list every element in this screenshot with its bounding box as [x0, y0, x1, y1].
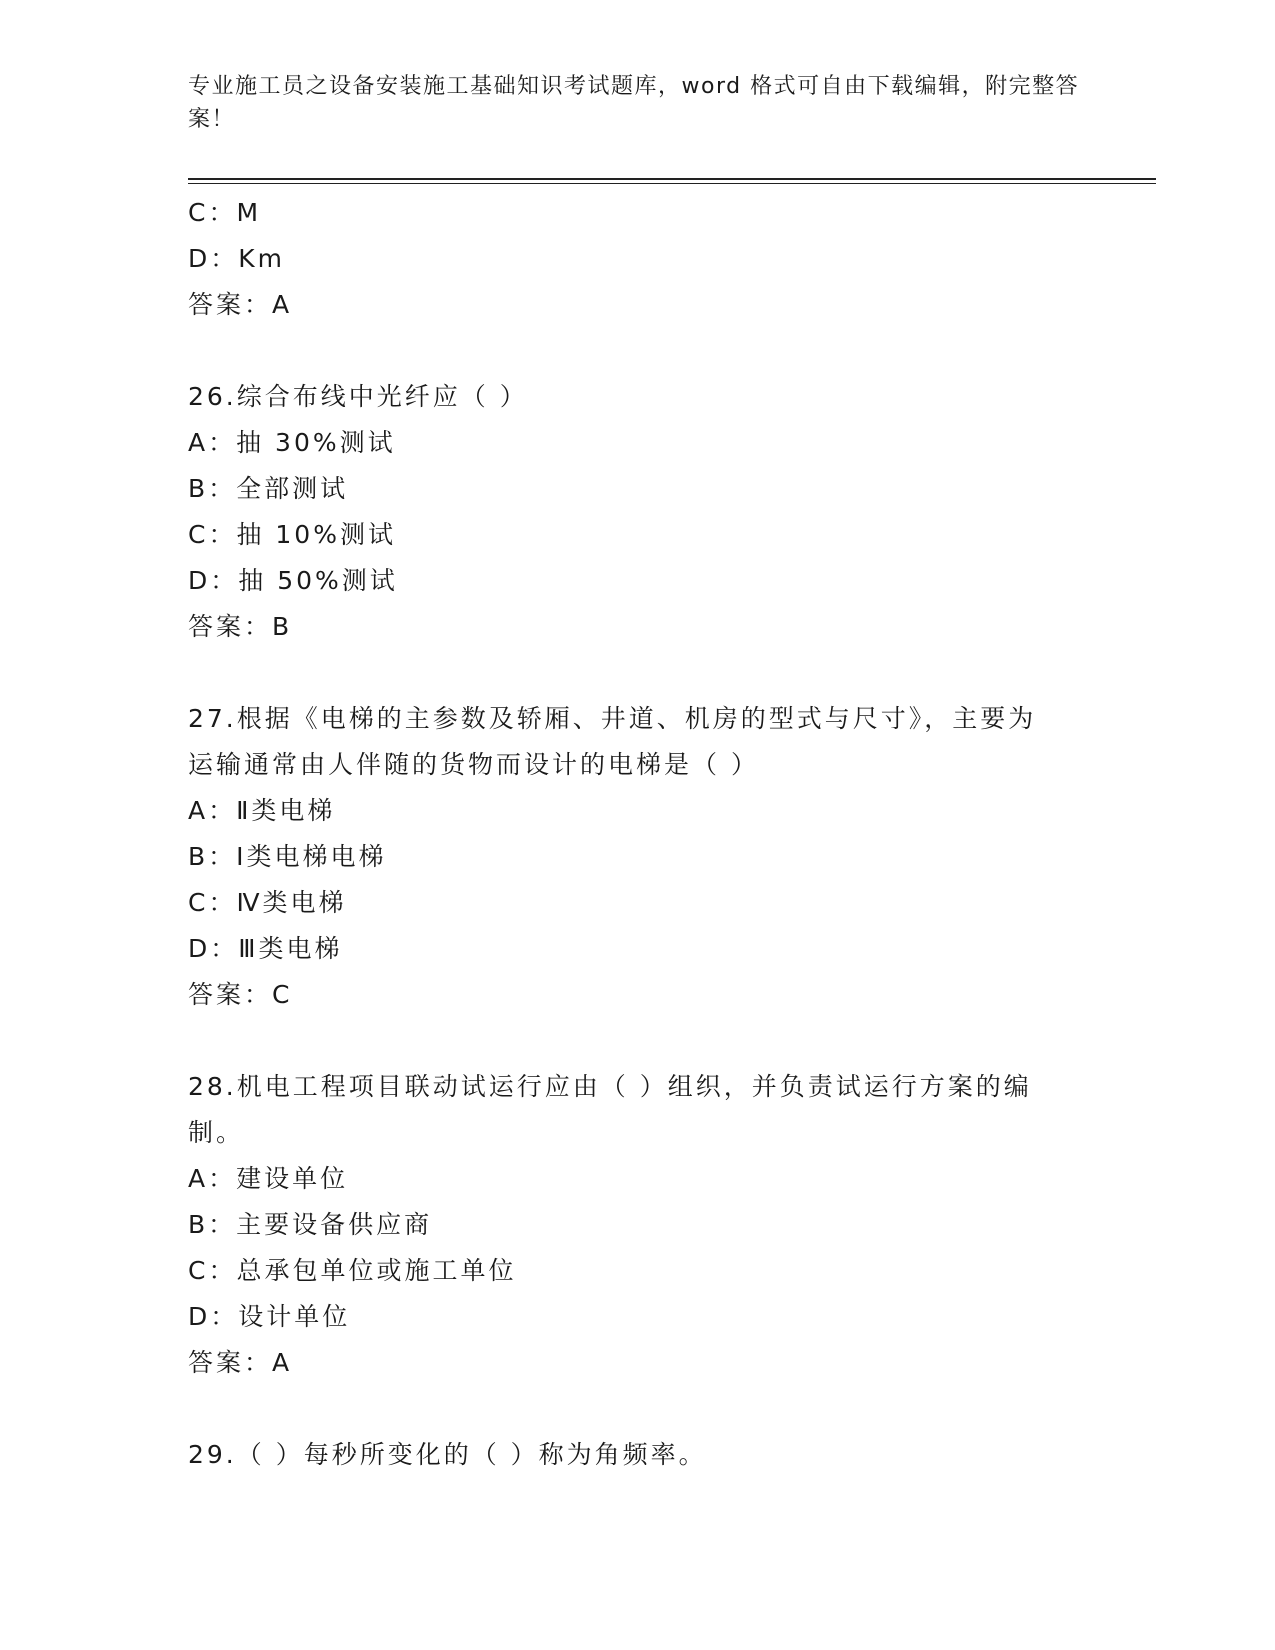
question-text: 29.（ ）每秒所变化的（ ）称为角频率。: [188, 1440, 707, 1469]
option-a: A：抽 30%测试: [188, 428, 396, 457]
answer: 答案：A: [188, 1348, 293, 1377]
question-25-tail: [188, 190, 1088, 328]
header-divider: [188, 178, 1156, 180]
question-29: [188, 1432, 1088, 1478]
question-text-line-2: 制。: [188, 1118, 245, 1147]
option-a: A：Ⅱ类电梯: [188, 796, 336, 825]
document-header: [188, 70, 1088, 136]
option-a: A：建设单位: [188, 1164, 349, 1193]
question-text-line-2: 运输通常由人伴随的货物而设计的电梯是（ ）: [188, 750, 759, 779]
question-list: [188, 190, 1088, 1478]
option-d: D：Km: [188, 244, 285, 273]
header-divider-thin: [188, 183, 1156, 184]
option-d: D：Ⅲ类电梯: [188, 934, 343, 963]
question-text-line-1: 27.根据《电梯的主参数及轿厢、井道、机房的型式与尺寸》，主要为: [188, 704, 1037, 733]
option-c: C：Ⅳ类电梯: [188, 888, 347, 917]
question-26: [188, 374, 1088, 650]
option-c: C：总承包单位或施工单位: [188, 1256, 517, 1285]
option-b: B：主要设备供应商: [188, 1210, 433, 1239]
option-d: D：设计单位: [188, 1302, 351, 1331]
option-b: B：全部测试: [188, 474, 349, 503]
option-b: B：Ⅰ类电梯电梯: [188, 842, 387, 871]
answer: 答案：C: [188, 980, 293, 1009]
question-text-line-1: 28.机电工程项目联动试运行应由（ ）组织，并负责试运行方案的编: [188, 1072, 1032, 1101]
header-text: 专业施工员之设备安装施工基础知识考试题库，word 格式可自由下载编辑，附完整答案！: [188, 74, 1080, 132]
answer: 答案：B: [188, 612, 293, 641]
question-text: 26.综合布线中光纤应（ ）: [188, 382, 528, 411]
option-c: C：抽 10%测试: [188, 520, 396, 549]
option-d: D：抽 50%测试: [188, 566, 398, 595]
option-c: C：M: [188, 198, 262, 227]
answer: 答案：A: [188, 290, 293, 319]
question-27: [188, 696, 1088, 1018]
question-28: [188, 1064, 1088, 1386]
